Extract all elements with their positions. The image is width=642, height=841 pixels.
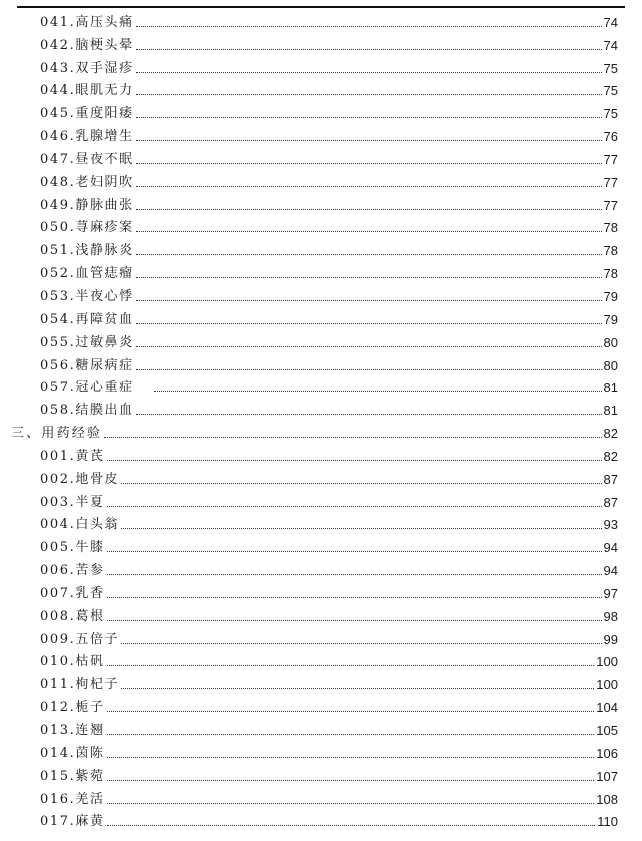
toc-entry-row[interactable]: [40, 374, 618, 397]
toc-entry-title: 045.重度阳痿: [40, 106, 134, 122]
toc-entry-row[interactable]: [40, 693, 618, 716]
toc-page-number: 77: [603, 174, 618, 190]
toc-entry-row[interactable]: [40, 716, 618, 739]
toc-entry-title: 013.连翘: [40, 723, 105, 738]
toc-page-number: 78: [603, 220, 618, 236]
toc-section-row[interactable]: [11, 419, 618, 442]
dot-leader: [136, 94, 602, 95]
toc-entry-title: 005.牛膝: [40, 540, 105, 556]
dot-leader: [121, 688, 594, 689]
dot-leader: [107, 665, 595, 666]
toc-page-number: 108: [596, 791, 618, 807]
toc-page-number: 82: [603, 448, 618, 464]
toc-entry-row[interactable]: [40, 442, 618, 465]
toc-entry-title: 049.静脉曲张: [40, 197, 134, 213]
toc-entry-title: 003.半夏: [40, 494, 105, 510]
dot-leader: [107, 597, 602, 598]
toc-entry-row[interactable]: [40, 259, 618, 282]
toc-page-number: 75: [603, 60, 618, 76]
dot-leader: [136, 323, 602, 324]
toc-entry-title: 051.浅静脉炎: [40, 243, 134, 259]
toc-entry-row[interactable]: [40, 99, 618, 122]
toc-entry-title: 011.枸杞子: [40, 677, 120, 693]
toc-entry-title: 058.结膜出血: [40, 403, 134, 419]
toc-entry-title: 054.再障贫血: [40, 311, 134, 327]
dot-leader: [136, 231, 602, 232]
table-of-contents: [0, 8, 642, 830]
toc-entry-title: 008.葛根: [40, 608, 105, 624]
dot-leader: [121, 528, 601, 529]
toc-page-number: 79: [603, 288, 618, 304]
toc-page-number: 75: [603, 106, 618, 122]
toc-entry-row[interactable]: [40, 54, 618, 77]
toc-entry-title: 047.昼夜不眠: [40, 151, 134, 167]
toc-page-number: 79: [603, 311, 618, 327]
toc-entry-row[interactable]: [40, 533, 618, 556]
toc-page-number: 107: [596, 768, 618, 784]
toc-entry-title: 017.麻黄: [40, 814, 105, 830]
toc-entry-row[interactable]: [40, 739, 618, 762]
toc-page-number: 94: [603, 540, 618, 556]
dot-leader: [107, 825, 596, 826]
toc-entry-title: 014.茵陈: [40, 745, 105, 761]
toc-entry-title: 006.苦参: [40, 563, 105, 579]
toc-entry-row[interactable]: [40, 602, 618, 625]
dot-leader: [136, 186, 602, 187]
toc-page-number: 100: [596, 677, 618, 693]
toc-entry-row[interactable]: [40, 648, 618, 671]
dot-leader: [104, 437, 601, 438]
toc-entry-row[interactable]: [40, 625, 618, 648]
toc-page-number: 106: [596, 745, 618, 761]
toc-page-number: 77: [603, 197, 618, 213]
toc-entry-title: 001.黄芪: [40, 448, 105, 464]
dot-leader: [107, 711, 595, 712]
toc-entry-title: 002.地骨皮: [40, 471, 120, 487]
dot-leader: [136, 26, 602, 27]
dot-leader: [107, 734, 595, 735]
toc-entry-row[interactable]: [40, 396, 618, 419]
toc-entry-row[interactable]: [40, 305, 618, 328]
dot-leader: [107, 460, 602, 461]
toc-page-number: 80: [603, 357, 618, 373]
toc-page-number: 98: [603, 608, 618, 624]
toc-page-number: 104: [596, 700, 618, 716]
dot-leader: [107, 803, 595, 804]
toc-entry-title: 052.血管痣瘤: [40, 266, 134, 282]
toc-entry-row[interactable]: [40, 670, 618, 693]
dot-leader: [136, 49, 602, 50]
dot-leader: [121, 483, 601, 484]
toc-page-number: 74: [603, 14, 618, 30]
toc-page-number: 97: [603, 585, 618, 601]
toc-entry-row[interactable]: [40, 579, 618, 602]
toc-entry-title: 043.双手湿疹: [40, 60, 134, 76]
toc-entry-row[interactable]: [40, 77, 618, 100]
dot-leader: [107, 506, 602, 507]
toc-entry-title: 056.糖尿病症: [40, 357, 134, 373]
toc-page-number: 75: [603, 83, 618, 99]
toc-page-number: 100: [596, 654, 618, 670]
toc-entry-title: 042.脑梗头晕: [40, 37, 134, 53]
toc-page-number: 110: [597, 814, 618, 830]
toc-entry-row[interactable]: [40, 556, 618, 579]
toc-page-number: 87: [603, 471, 618, 487]
toc-entry-row[interactable]: [40, 168, 618, 191]
toc-entry-row[interactable]: [40, 511, 618, 534]
dot-leader: [136, 72, 602, 73]
toc-entry-row[interactable]: [40, 236, 618, 259]
toc-entry-row[interactable]: [40, 122, 618, 145]
toc-entry-row[interactable]: [40, 328, 618, 351]
toc-entry-row[interactable]: [40, 214, 618, 237]
dot-leader: [107, 574, 602, 575]
dot-leader: [107, 551, 602, 552]
toc-entry-title: 055.过敏鼻炎: [40, 334, 134, 350]
dot-leader: [107, 757, 595, 758]
toc-page-number: 81: [603, 403, 618, 419]
toc-page-number: 99: [603, 631, 618, 647]
toc-page-number: 105: [596, 723, 618, 738]
toc-entry-row[interactable]: [40, 8, 618, 31]
toc-page-number: 78: [603, 243, 618, 259]
toc-entry-title: 057.冠心重症: [40, 380, 134, 396]
toc-page-number: 78: [603, 266, 618, 282]
toc-entry-title: 012.栀子: [40, 700, 105, 716]
dot-leader: [107, 620, 602, 621]
dot-leader: [136, 414, 602, 415]
dot-leader: [136, 277, 602, 278]
toc-entry-row[interactable]: [40, 145, 618, 168]
dot-leader: [136, 254, 602, 255]
toc-entry-title: 046.乳腺增生: [40, 129, 134, 145]
toc-entry-row[interactable]: [40, 31, 618, 54]
dot-leader: [136, 163, 602, 164]
toc-entry-title: 053.半夜心悸: [40, 288, 134, 304]
toc-entry-row[interactable]: [40, 808, 618, 831]
dot-leader: [154, 391, 602, 392]
dot-leader: [136, 346, 602, 347]
toc-entry-title: 041.高压头痛: [40, 14, 134, 30]
dot-leader: [136, 140, 602, 141]
toc-entry-title: 004.白头翁: [40, 517, 120, 533]
dot-leader: [136, 300, 602, 301]
toc-entry-title: 009.五倍子: [40, 631, 120, 647]
toc-section-title: 三、用药经验: [11, 426, 103, 442]
toc-entry-row[interactable]: [40, 191, 618, 214]
dot-leader: [136, 209, 602, 210]
toc-page-number: 76: [603, 129, 618, 145]
toc-entry-title: 048.老妇阴吹: [40, 174, 134, 190]
toc-entry-row[interactable]: [40, 465, 618, 488]
toc-entry-row[interactable]: [40, 785, 618, 808]
toc-entry-title: 044.眼肌无力: [40, 83, 134, 99]
toc-entry-row[interactable]: [40, 282, 618, 305]
dot-leader: [136, 117, 602, 118]
toc-page-number: 81: [603, 380, 618, 396]
dot-leader: [121, 643, 601, 644]
toc-entry-title: 007.乳香: [40, 585, 105, 601]
toc-entry-title: 015.紫菀: [40, 768, 105, 784]
toc-page-number: 82: [603, 426, 618, 442]
toc-entry-title: 010.枯矾: [40, 654, 105, 670]
toc-page-number: 93: [603, 517, 618, 533]
toc-entry-row[interactable]: [40, 488, 618, 511]
toc-page-number: 74: [603, 37, 618, 53]
toc-page-number: 94: [603, 563, 618, 579]
toc-entry-row[interactable]: [40, 762, 618, 785]
toc-entry-title: 050.荨麻疹案: [40, 220, 134, 236]
toc-page-number: 87: [603, 494, 618, 510]
dot-leader: [136, 369, 602, 370]
toc-entry-title: 016.羌活: [40, 791, 105, 807]
toc-page-number: 80: [603, 334, 618, 350]
toc-page-number: 77: [603, 151, 618, 167]
toc-entry-row[interactable]: [40, 351, 618, 374]
dot-leader: [107, 780, 595, 781]
